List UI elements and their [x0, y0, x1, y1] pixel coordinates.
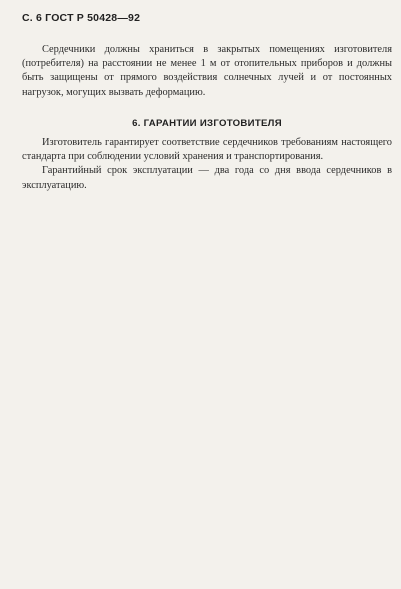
warranty-term-paragraph: Гарантийный срок эксплуатации — два года со дня ввода сердечников в эксплуатацию. [22, 165, 392, 191]
storage-paragraph: Сердечники должны храниться в закрытых помещениях изготовителя (потребителя) на расстоянии не менее 1 м от отопительных приборов и должны быть защищены от прямого воздействия солнечных лучей и от постоянных нагрузок, могущих вызвать деформацию. [22, 44, 392, 98]
running-head: С. 6 ГОСТ Р 50428—92 [22, 12, 141, 24]
storage-block [22, 43, 392, 100]
section-title: 6. ГАРАНТИИ ИЗГОТОВИТЕЛЯ [132, 118, 282, 129]
warranty-paragraph: Изготовитель гарантирует соответствие сердечников требованиям настоящего стандарта при соблюдении условий хранения и транспортирования. [22, 137, 392, 163]
warranty-block [22, 136, 392, 193]
